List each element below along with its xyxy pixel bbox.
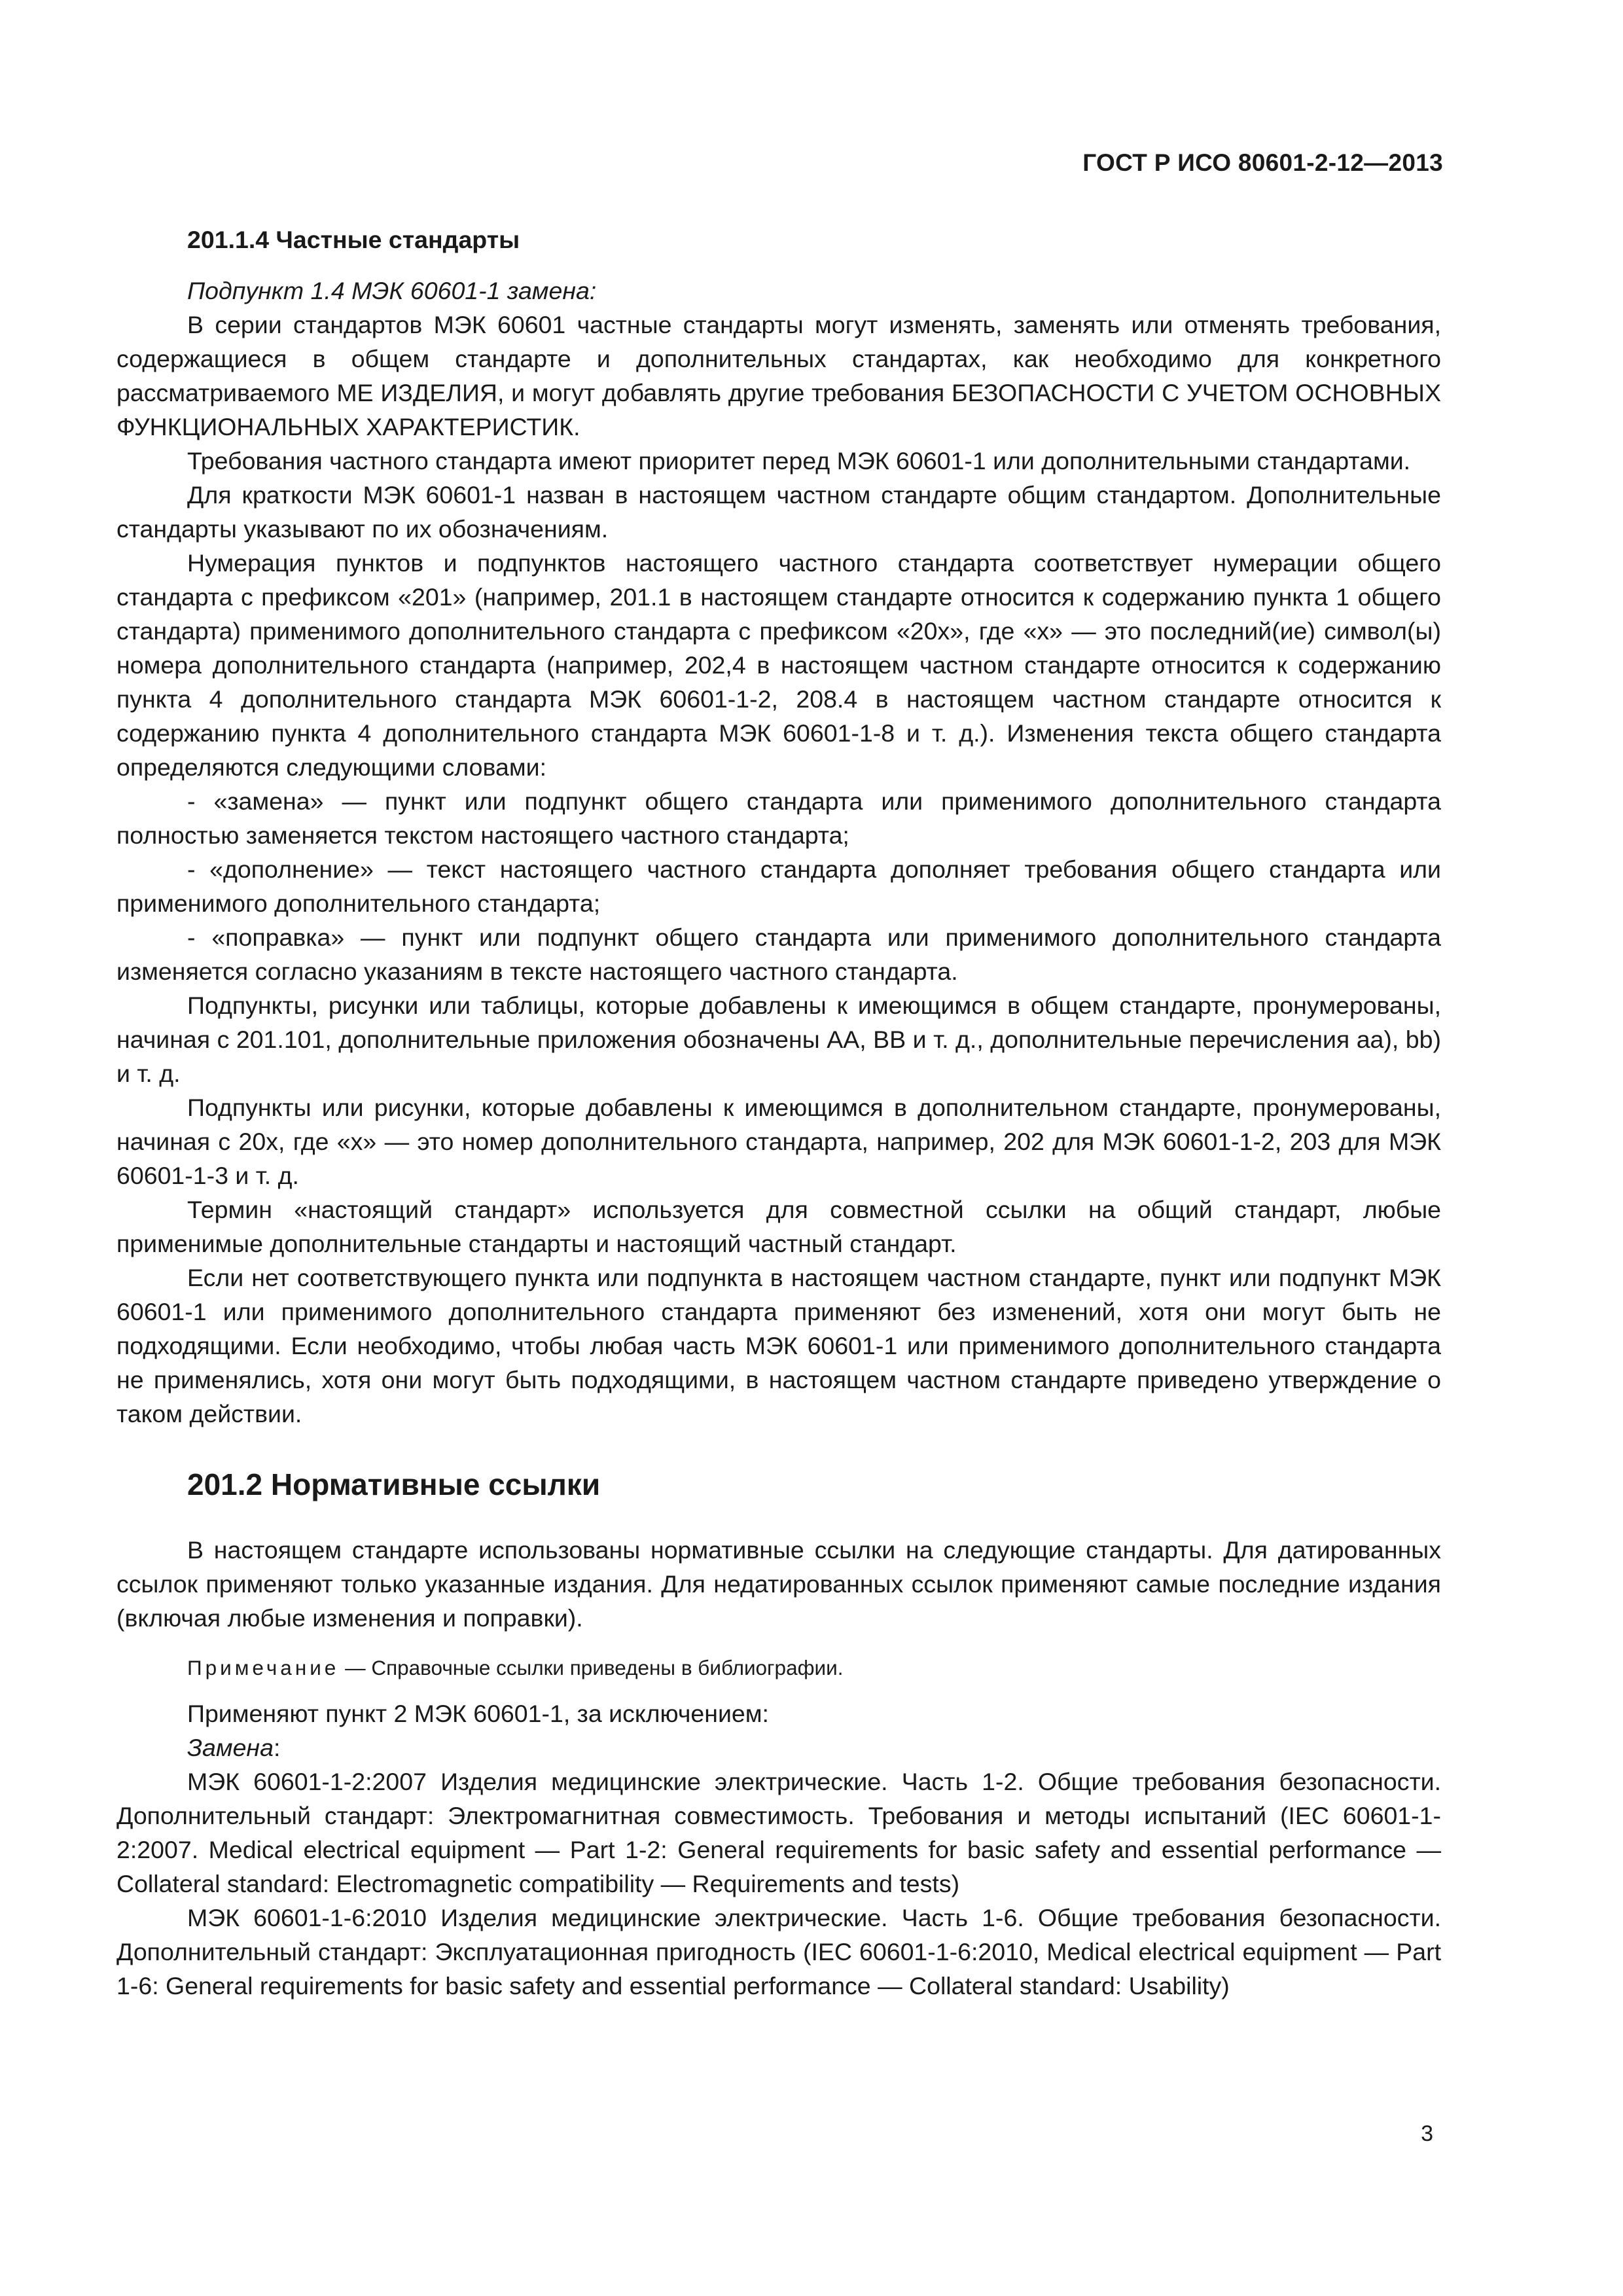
paragraph: Требования частного стандарта имеют приоритет перед МЭК 60601-1 или дополнительными стандартами. bbox=[187, 447, 1411, 475]
paragraph: Для краткости МЭК 60601-1 назван в настоящем частном стандарте общим стандартом. Дополнительные стандарты указывают по их обозначениям. bbox=[116, 481, 1441, 543]
document-code: ГОСТ Р ИСО 80601-2-12—2013 bbox=[1082, 149, 1443, 176]
section-heading-201-2: 201.2 Нормативные ссылки bbox=[187, 1467, 601, 1501]
note bbox=[116, 1653, 1441, 1682]
section-intro: Подпункт 1.4 МЭК 60601-1 замена: bbox=[187, 277, 597, 304]
paragraph: Подпункты, рисунки или таблицы, которые добавлены к имеющимся в общем стандарте, пронумерованы, начиная с 201.101, дополнительные приложения обозначены АА, ВВ и т. д., дополнительные перечисления аа), bb) и т. д. bbox=[116, 992, 1441, 1087]
paragraph: В настоящем стандарте использованы нормативные ссылки на следующие стандарты. Для датированных ссылок применяют только указанные издания. Для недатированных ссылок применяют самые последние издания (включая любые изменения и поправки). bbox=[116, 1536, 1441, 1632]
replace-label: Замена bbox=[187, 1734, 274, 1761]
section-heading-201-1-4: 201.1.4 Частные стандарты bbox=[187, 226, 520, 253]
note-text: — Справочные ссылки приведены в библиографии. bbox=[339, 1656, 844, 1679]
replace-colon: : bbox=[273, 1734, 281, 1761]
paragraph: Термин «настоящий стандарт» используется для совместной ссылки на общий стандарт, любые применимые дополнительные стандарты и настоящий частный стандарт. bbox=[116, 1196, 1441, 1257]
paragraph: Если нет соответствующего пункта или подпункта в настоящем частном стандарте, пункт или подпункт МЭК 60601-1 или применимого дополнительного стандарта применяют без изменений, хотя они могут быть не подходящими. Если необходимо, чтобы любая часть МЭК 60601-1 или применимого дополнительного стандарта не применялись, хотя они могут быть подходящими, в настоящем частном стандарте приведено утверждение о таком действии. bbox=[116, 1264, 1441, 1427]
reference-item: МЭК 60601-1-2:2007 Изделия медицинские электрические. Часть 1-2. Общие требования безопасности. Дополнительный стандарт: Электромагнитная совместимость. Требования и методы испытаний (IEC 60601-1-2:2007. Medical electrical equipment — Part 1-2: General requirements for basic safety and essential performance — Collateral standard: Electromagnetic compatibility — Requirements and tests) bbox=[116, 1768, 1441, 1897]
note-label: Примечание bbox=[187, 1656, 340, 1679]
paragraph: Подпункты или рисунки, которые добавлены к имеющимся в дополнительном стандарте, пронумерованы, начиная с 20x, где «x» — это номер дополнительного стандарта, например, 202 для МЭК 60601-1-2, 203 для МЭК 60601-1-3 и т. д. bbox=[116, 1094, 1441, 1189]
reference-item: МЭК 60601-1-6:2010 Изделия медицинские электрические. Часть 1-6. Общие требования безопасности. Дополнительный стандарт: Эксплуатационная пригодность (IEC 60601-1-6:2010, Medical electrical equipment — Part 1-6: General requirements for basic safety and essential performance — Collateral standard: Usability) bbox=[116, 1904, 1441, 2000]
replace-line bbox=[116, 1731, 1441, 1765]
list-item: - «замена» — пункт или подпункт общего стандарта или применимого дополнительного стандарта полностью заменяется текстом настоящего частного стандарта; bbox=[116, 787, 1441, 849]
paragraph: Применяют пункт 2 МЭК 60601-1, за исключением: bbox=[187, 1700, 769, 1727]
page-number: 3 bbox=[1421, 2121, 1433, 2146]
list-item: - «дополнение» — текст настоящего частного стандарта дополняет требования общего стандарта или применимого дополнительного стандарта; bbox=[116, 855, 1441, 917]
paragraph: Нумерация пунктов и подпунктов настоящего частного стандарта соответствует нумерации общего стандарта с префиксом «201» (например, 201.1 в настоящем стандарте относится к содержанию пункта 1 общего стандарта) применимого дополнительного стандарта с префиксом «20x», где «x» — это последний(ие) символ(ы) номера дополнительного стандарта (например, 202,4 в настоящем частном стандарте относится к содержанию пункта 4 дополнительного стандарта МЭК 60601-1-2, 208.4 в настоящем частном стандарте относится к содержанию пункта 4 дополнительного стандарта МЭК 60601-1-8 и т. д.). Изменения текста общего стандарта определяются следующими словами: bbox=[116, 549, 1441, 781]
page-content bbox=[116, 223, 1441, 2003]
list-item: - «поправка» — пункт или подпункт общего стандарта или применимого дополнительного стандарта изменяется согласно указаниям в тексте настоящего частного стандарта. bbox=[116, 924, 1441, 985]
paragraph: В серии стандартов МЭК 60601 частные стандарты могут изменять, заменять или отменять требования, содержащиеся в общем стандарте и дополнительных стандартах, как необходимо для конкретного рассматриваемого МЕ ИЗДЕЛИЯ, и могут добавлять другие требования БЕЗОПАСНОСТИ С УЧЕТОМ ОСНОВНЫХ ФУНКЦИОНАЛЬНЫХ ХАРАКТЕРИСТИК. bbox=[116, 311, 1441, 440]
